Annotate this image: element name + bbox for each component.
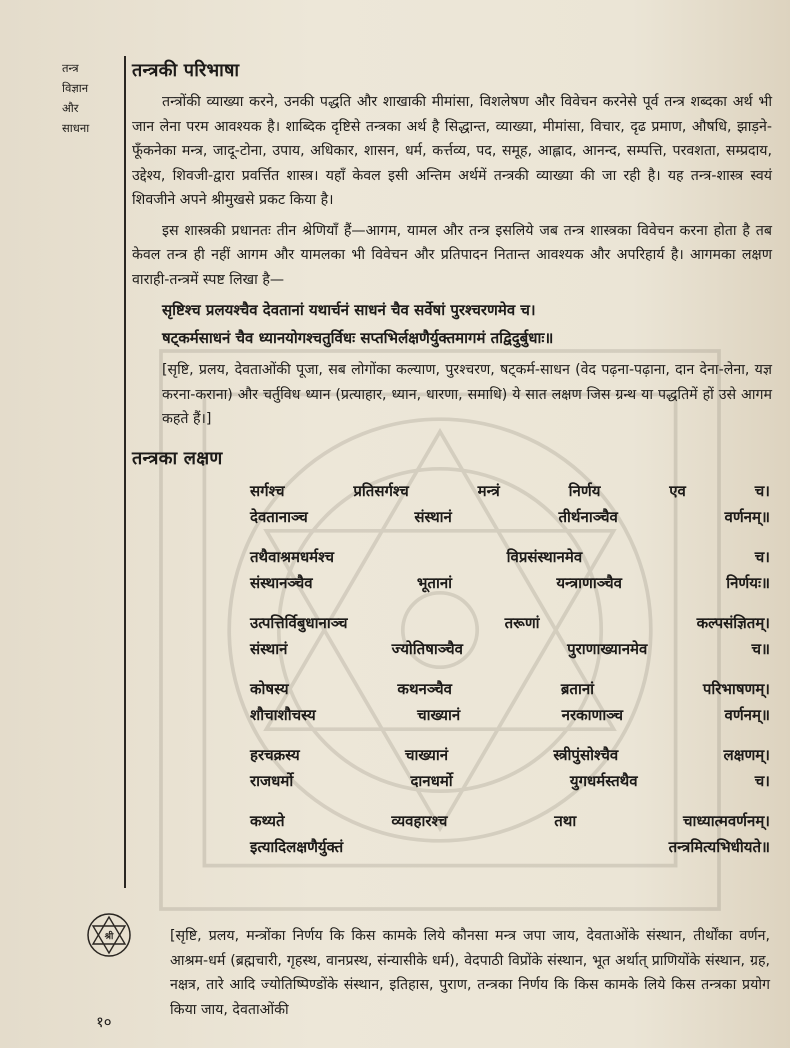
sanskrit-sloka bbox=[162, 296, 772, 352]
paragraph: इस शास्त्रकी प्रधानतः तीन श्रेणियाँ हैं—आगम, यामल और तन्त्र इसलिये जब तन्त्र शास्त्रका विवेचन करना होता है तब केवल तन्त्र ही नहीं आगम और यामलका भी विवेचन और प्रतिपादन नितान्त आवश्यक और अपरिहार्य है। आगमका लक्षण वाराही-तन्त्रमें स्पष्ट लिखा है— bbox=[132, 222, 772, 288]
bracket-note-bottom: [सृष्टि, प्रलय, मन्त्रोंका निर्णय कि किस कामके लिये कौनसा मन्त्र जपा जाय, देवताओंके संस्थान, तीर्थोंका वर्णन, आश्रम-धर्म (ब्रह्मचारी, गृहस्थ, वानप्रस्थ, संन्यासीके धर्म), वेदपाठी विप्रोंके संस्थान, भूत अर्थात् प्राणियोंके संस्थान, ग्रह, नक्षत्र, तारे आदि ज्योतिष्पिण्डोंके संस्थान, इतिहास, पुराण, तन्त्रका निर्णय कि किस कामके लिये किस तन्त्रका प्रयोग किया जाय, देवताओंकी bbox=[170, 928, 770, 1018]
verse-word: तथा bbox=[554, 811, 577, 830]
verse-line bbox=[250, 808, 770, 834]
verse-word: निर्णय bbox=[568, 481, 601, 500]
verse-word: तन्त्रमित्यभिधीयते॥ bbox=[668, 837, 770, 856]
verse-word: युगधर्मस्तथैव bbox=[569, 771, 638, 790]
verse-word: देवतानाञ्च bbox=[250, 507, 308, 526]
verse-word: यन्त्राणाञ्चैव bbox=[556, 573, 622, 592]
verse-word: चाध्यात्मवर्णनम्। bbox=[683, 811, 770, 830]
section-heading-characteristics: तन्त्रका लक्षण bbox=[132, 447, 223, 469]
verse-line bbox=[250, 702, 770, 728]
verse-couplet bbox=[250, 478, 772, 530]
sloka-line: षट्कर्मसाधनं चैव ध्यानयोगश्चतुर्विधः सप्तभिर्लक्षणैर्युक्तमागमं तद्विदुर्बुधाः॥ bbox=[162, 329, 554, 347]
verse-couplet bbox=[250, 742, 772, 794]
verse-block bbox=[250, 478, 772, 860]
shri-yantra-emblem-icon bbox=[86, 912, 132, 958]
sidebar-running-title bbox=[62, 58, 124, 138]
verse-word: च। bbox=[754, 481, 770, 500]
verse-word: च। bbox=[754, 547, 770, 566]
verse-word: च। bbox=[754, 771, 770, 790]
verse-couplet bbox=[250, 676, 772, 728]
verse-word: कथनञ्चैव bbox=[397, 679, 453, 698]
verse-word: इत्यादिलक्षणैर्युक्तं bbox=[250, 837, 344, 856]
verse-word: तीर्थनाञ्चैव bbox=[558, 507, 618, 526]
sidebar-line: और bbox=[62, 101, 79, 115]
verse-word: संस्थानं bbox=[250, 639, 288, 658]
verse-word: ब्रतानां bbox=[560, 679, 595, 698]
verse-word: हरचक्रस्य bbox=[250, 745, 300, 764]
verse-word: तरूणां bbox=[504, 613, 540, 632]
section-heading-definition: तन्त्रकी परिभाषा bbox=[132, 60, 240, 81]
verse-word: विप्रसंस्थानमेव bbox=[506, 547, 583, 566]
verse-word: राजधर्मो bbox=[250, 771, 294, 790]
verse-word: कोषस्य bbox=[250, 679, 289, 698]
verse-word: एव bbox=[669, 481, 686, 500]
verse-word: चाख्यानं bbox=[405, 745, 449, 764]
verse-line bbox=[250, 504, 770, 530]
verse-line bbox=[250, 742, 770, 768]
verse-word: शौचाशौचस्य bbox=[250, 705, 316, 724]
verse-word: परिभाषणम्। bbox=[702, 679, 770, 698]
verse-word: मन्त्रं bbox=[477, 481, 500, 500]
verse-word: कल्पसंज्ञितम्। bbox=[696, 613, 770, 632]
margin-rule bbox=[124, 56, 126, 888]
verse-line bbox=[250, 544, 770, 570]
sidebar-line: विज्ञान bbox=[62, 81, 89, 95]
verse-line bbox=[250, 676, 770, 702]
verse-line bbox=[250, 636, 770, 662]
verse-word: वर्णनम्॥ bbox=[724, 507, 770, 526]
verse-word: ज्योतिषाञ्चैव bbox=[391, 639, 463, 658]
verse-word: संस्थानञ्चैव bbox=[250, 573, 313, 592]
verse-word: चाख्यानं bbox=[417, 705, 461, 724]
verse-word: कथ्यते bbox=[250, 811, 285, 830]
verse-word: दानधर्मो bbox=[410, 771, 453, 790]
bracket-note: [सृष्टि, प्रलय, देवताओंकी पूजा, सब लोगोंका कल्याण, पुरश्चरण, षट्कर्म-साधन (वेद पढ़ना-पढ़ाना, दान देना-लेना, यज्ञ करना-कराना) और चर्तुविध ध्यान (प्रत्याहार, ध्यान, धारणा, समाधि) ये सात लक्षण जिस ग्रन्थ या पद्धतिमें हों उसे आगम कहते हैं।] bbox=[162, 362, 772, 427]
verse-word: च॥ bbox=[751, 639, 770, 658]
page-number: १० bbox=[96, 1013, 112, 1031]
paragraph: तन्त्रोंकी व्याख्या करने, उनकी पद्धति और शाखाकी मीमांसा, विशलेषण और विवेचन करनेसे पूर्व तन्त्र शब्दका अर्थ भी जान लेना परम आवश्यक है। शाब्दिक दृष्टिसे तन्त्रका अर्थ है सिद्धान्त, व्याख्या, मीमांसा, विचार, दृढ प्रमाण, औषधि, झाड़ने-फूँकनेका मन्त्र, जादू-टोना, उपाय, अधिकार, शासन, धर्म, कर्त्तव्य, पद, समूह, आह्लाद, आनन्द, सम्पत्ति, परवशता, सम्प्रदाय, उद्देश्य, शिवजी-द्वारा प्रवर्त्तित शास्त्र। यहाँ केवल इसी अन्तिम अर्थमें तन्त्रकी व्याख्या की जा रही है। यह तन्त्र-शास्त्र स्वयं शिवजीने अपने श्रीमुखसे प्रकट किया है। bbox=[132, 94, 772, 208]
verse-word: नरकाणाञ्च bbox=[561, 705, 624, 724]
verse-word: प्रतिसर्गश्च bbox=[353, 481, 409, 500]
verse-line bbox=[250, 834, 770, 860]
sidebar-line: तन्त्र bbox=[62, 61, 79, 75]
verse-word: भूतानां bbox=[416, 573, 453, 592]
verse-word: वर्णनम्॥ bbox=[724, 705, 770, 724]
verse-line bbox=[250, 478, 770, 504]
verse-word: स्त्रीपुंसोश्चैव bbox=[553, 745, 619, 764]
verse-word: पुराणाख्यानमेव bbox=[567, 639, 648, 658]
verse-word: लक्षणम्। bbox=[723, 745, 770, 764]
verse-line bbox=[250, 610, 770, 636]
verse-word: तथैवाश्रमधर्मश्च bbox=[250, 547, 335, 566]
verse-couplet bbox=[250, 610, 772, 662]
verse-couplet bbox=[250, 544, 772, 596]
main-content bbox=[132, 58, 772, 874]
verse-word: व्यवहारश्च bbox=[391, 811, 448, 830]
verse-couplet bbox=[250, 808, 772, 860]
sidebar-line: साधना bbox=[62, 121, 90, 135]
verse-line bbox=[250, 570, 770, 596]
verse-word: संस्थानं bbox=[414, 507, 452, 526]
emblem-label: श्री bbox=[104, 932, 114, 942]
sloka-line: सृष्टिश्च प्रलयश्चैव देवतानां यथार्चनं साधनं चैव सर्वेषां पुरश्चरणमेव च। bbox=[162, 301, 536, 319]
verse-word: सर्गश्च bbox=[250, 481, 285, 500]
verse-word: उत्पत्तिर्विबुधानाञ्च bbox=[250, 613, 348, 632]
verse-line bbox=[250, 768, 770, 794]
verse-word: निर्णयः॥ bbox=[726, 573, 770, 592]
